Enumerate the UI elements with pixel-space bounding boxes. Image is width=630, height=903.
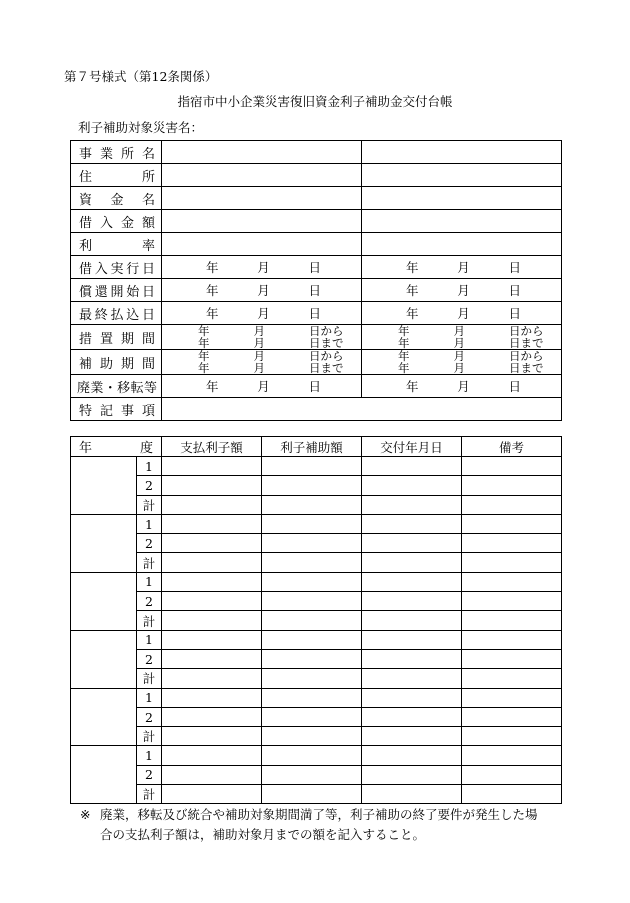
interest-paid-cell[interactable] [162, 553, 262, 572]
sub-row-label: 2 [137, 534, 162, 553]
repay-start-date-2[interactable]: 年 月 日 [362, 279, 562, 302]
remarks-cell[interactable] [462, 553, 562, 572]
measure-period-1[interactable]: 年 月 日から 年 月 日まで [162, 325, 362, 350]
label-measure: 措 置 期 間 [79, 331, 155, 347]
subsidy-amount-cell[interactable] [262, 688, 362, 707]
subsidy-amount-cell[interactable] [262, 611, 362, 630]
fund-cell-2[interactable] [362, 187, 562, 210]
rate-cell-2[interactable] [362, 233, 562, 256]
grant-date-cell[interactable] [362, 707, 462, 726]
repay-start-date-1[interactable]: 年 月 日 [162, 279, 362, 302]
grant-date-cell[interactable] [362, 592, 462, 611]
interest-paid-cell[interactable] [162, 649, 262, 668]
sub-row-label: 1 [137, 630, 162, 649]
note-line-2: 合の支払利子額は，補助対象月までの額を記入すること。 [100, 827, 426, 842]
remarks-cell[interactable] [462, 707, 562, 726]
loan-amount-cell-1[interactable] [162, 210, 362, 233]
interest-paid-cell[interactable] [162, 572, 262, 591]
interest-paid-cell[interactable] [162, 457, 262, 476]
grant-date-cell[interactable] [362, 649, 462, 668]
interest-paid-cell[interactable] [162, 785, 262, 804]
ledger-row [71, 630, 562, 649]
sub-row-label: 1 [137, 572, 162, 591]
closure-date-2[interactable]: 年 月 日 [362, 375, 562, 398]
remarks-cell[interactable] [462, 476, 562, 495]
final-pay-date-1[interactable]: 年 月 日 [162, 302, 362, 325]
sub-row-label: 2 [137, 649, 162, 668]
label-repay-start: 償 還 開 始 日 [79, 284, 155, 300]
sub-row-label: 2 [137, 592, 162, 611]
grant-date-cell[interactable] [362, 765, 462, 784]
grant-date-cell[interactable] [362, 534, 462, 553]
ledger-row [71, 572, 562, 591]
grant-date-cell[interactable] [362, 611, 462, 630]
ledger-row [71, 476, 562, 495]
sub-row-label: 2 [137, 765, 162, 784]
ledger-row [71, 727, 562, 746]
remarks-cell[interactable] [462, 785, 562, 804]
subsidy-amount-cell[interactable] [262, 669, 362, 688]
row-office [71, 141, 562, 164]
remarks-cell[interactable] [462, 495, 562, 514]
document-title: 指宿市中小企業災害復旧資金利子補助金交付台帳 [177, 94, 453, 109]
remarks-cell[interactable] [462, 514, 562, 533]
interest-paid-cell[interactable] [162, 534, 262, 553]
subsidy-period-1[interactable]: 年 月 日から 年 月 日まで [162, 350, 362, 375]
ledger-row [71, 611, 562, 630]
row-rate [71, 233, 562, 256]
subsidy-amount-cell[interactable] [262, 457, 362, 476]
remarks-cell[interactable] [462, 572, 562, 591]
label-special: 特 記 事 項 [79, 403, 155, 419]
row-subsidy-period [71, 350, 562, 375]
rate-cell-1[interactable] [162, 233, 362, 256]
label-address: 住 所 [79, 169, 155, 185]
subsidy-amount-cell[interactable] [262, 707, 362, 726]
grant-date-cell[interactable] [362, 514, 462, 533]
header-fiscal-year: 年 度 [79, 441, 153, 456]
remarks-cell[interactable] [462, 727, 562, 746]
final-pay-date-2[interactable]: 年 月 日 [362, 302, 562, 325]
sub-row-label: 計 [137, 495, 162, 514]
interest-paid-cell[interactable] [162, 746, 262, 765]
fiscal-year-cell[interactable] [71, 688, 137, 746]
label-loan-amount: 借 入 金 額 [79, 215, 155, 231]
grant-date-cell[interactable] [362, 688, 462, 707]
grant-date-cell[interactable] [362, 785, 462, 804]
subsidy-amount-cell[interactable] [262, 534, 362, 553]
sub-row-label: 1 [137, 457, 162, 476]
remarks-cell[interactable] [462, 630, 562, 649]
ledger-row [71, 669, 562, 688]
remarks-cell[interactable] [462, 457, 562, 476]
label-final-pay: 最 終 払 込 日 [79, 307, 155, 323]
form-number: 第７号様式（第12条関係） [64, 69, 218, 84]
office-cell-1[interactable] [162, 141, 362, 164]
header-grant-date: 交付年月日 [362, 437, 462, 457]
fiscal-year-cell[interactable] [71, 457, 137, 515]
row-address [71, 164, 562, 187]
interest-paid-cell[interactable] [162, 669, 262, 688]
grant-date-cell[interactable] [362, 669, 462, 688]
label-closure: 廃 業 ・ 移 転 等 [77, 380, 157, 396]
remarks-cell[interactable] [462, 592, 562, 611]
grant-date-cell[interactable] [362, 553, 462, 572]
note-mark: ※ [80, 807, 91, 822]
info-table [70, 140, 562, 421]
header-subsidy-amount: 利子補助額 [262, 437, 362, 457]
label-office: 事 業 所 名 [79, 146, 155, 162]
measure-period-2[interactable]: 年 月 日から 年 月 日まで [362, 325, 562, 350]
ledger-row [71, 495, 562, 514]
remarks-cell[interactable] [462, 649, 562, 668]
subsidy-amount-cell[interactable] [262, 727, 362, 746]
row-repay-start [71, 279, 562, 302]
subsidy-amount-cell[interactable] [262, 746, 362, 765]
ledger-row [71, 534, 562, 553]
row-final-pay [71, 302, 562, 325]
header-remarks: 備考 [462, 437, 562, 457]
grant-date-cell[interactable] [362, 457, 462, 476]
interest-paid-cell[interactable] [162, 514, 262, 533]
sub-row-label: 計 [137, 553, 162, 572]
label-loan-exec: 借 入 実 行 日 [79, 261, 155, 277]
interest-paid-cell[interactable] [162, 765, 262, 784]
sub-row-label: 計 [137, 669, 162, 688]
sub-row-label: 計 [137, 727, 162, 746]
address-cell-2[interactable] [362, 164, 562, 187]
remarks-cell[interactable] [462, 746, 562, 765]
office-cell-2[interactable] [362, 141, 562, 164]
ledger-row [71, 707, 562, 726]
loan-amount-cell-2[interactable] [362, 210, 562, 233]
grant-date-cell[interactable] [362, 630, 462, 649]
ledger-row [71, 457, 562, 476]
label-subsidy-period: 補 助 期 間 [79, 356, 155, 372]
sub-row-label: 計 [137, 611, 162, 630]
interest-paid-cell[interactable] [162, 630, 262, 649]
sub-row-label: 1 [137, 746, 162, 765]
remarks-cell[interactable] [462, 669, 562, 688]
ledger-row [71, 765, 562, 784]
ledger-header-row [71, 437, 562, 457]
remarks-cell[interactable] [462, 765, 562, 784]
closure-date-1[interactable]: 年 月 日 [162, 375, 362, 398]
ledger-row [71, 746, 562, 765]
subsidy-period-2[interactable]: 年 月 日から 年 月 日まで [362, 350, 562, 375]
note-line-1: 廃業，移転及び統合や補助対象期間満了等，利子補助の終了要件が発生した場 [100, 807, 538, 822]
interest-paid-cell[interactable] [162, 592, 262, 611]
sub-row-label: 計 [137, 785, 162, 804]
subsidy-amount-cell[interactable] [262, 765, 362, 784]
subsidy-amount-cell[interactable] [262, 592, 362, 611]
subsidy-amount-cell[interactable] [262, 572, 362, 591]
interest-paid-cell[interactable] [162, 688, 262, 707]
grant-date-cell[interactable] [362, 727, 462, 746]
row-loan-amount [71, 210, 562, 233]
row-fund [71, 187, 562, 210]
fiscal-year-cell[interactable] [71, 746, 137, 804]
subsidy-amount-cell[interactable] [262, 476, 362, 495]
interest-paid-cell[interactable] [162, 707, 262, 726]
interest-paid-cell[interactable] [162, 476, 262, 495]
subsidy-amount-cell[interactable] [262, 495, 362, 514]
header-interest-paid: 支払利子額 [162, 437, 262, 457]
loan-exec-date-1[interactable]: 年 月 日 [162, 256, 362, 279]
subsidy-amount-cell[interactable] [262, 553, 362, 572]
label-rate: 利 率 [79, 238, 155, 254]
subsidy-amount-cell[interactable] [262, 630, 362, 649]
fund-cell-1[interactable] [162, 187, 362, 210]
subsidy-amount-cell[interactable] [262, 649, 362, 668]
row-special [71, 398, 562, 421]
remarks-cell[interactable] [462, 688, 562, 707]
ledger-table [70, 436, 562, 804]
subsidy-amount-cell[interactable] [262, 514, 362, 533]
grant-date-cell[interactable] [362, 495, 462, 514]
fiscal-year-cell[interactable] [71, 572, 137, 630]
sub-row-label: 2 [137, 707, 162, 726]
subsidy-amount-cell[interactable] [262, 785, 362, 804]
fiscal-year-cell[interactable] [71, 514, 137, 572]
address-cell-1[interactable] [162, 164, 362, 187]
grant-date-cell[interactable] [362, 476, 462, 495]
label-fund: 資 金 名 [79, 192, 155, 208]
footnote [80, 805, 570, 845]
row-loan-exec [71, 256, 562, 279]
ledger-row [71, 553, 562, 572]
target-disaster-label: 利子補助対象災害名： [78, 120, 204, 135]
row-measure [71, 325, 562, 350]
row-closure [71, 375, 562, 398]
ledger-row [71, 592, 562, 611]
special-notes-cell[interactable] [162, 398, 562, 421]
grant-date-cell[interactable] [362, 746, 462, 765]
ledger-row [71, 688, 562, 707]
interest-paid-cell[interactable] [162, 495, 262, 514]
ledger-row [71, 649, 562, 668]
remarks-cell[interactable] [462, 534, 562, 553]
ledger-row [71, 514, 562, 533]
fiscal-year-cell[interactable] [71, 630, 137, 688]
loan-exec-date-2[interactable]: 年 月 日 [362, 256, 562, 279]
sub-row-label: 1 [137, 514, 162, 533]
grant-date-cell[interactable] [362, 572, 462, 591]
ledger-row [71, 785, 562, 804]
interest-paid-cell[interactable] [162, 727, 262, 746]
remarks-cell[interactable] [462, 611, 562, 630]
sub-row-label: 1 [137, 688, 162, 707]
interest-paid-cell[interactable] [162, 611, 262, 630]
sub-row-label: 2 [137, 476, 162, 495]
